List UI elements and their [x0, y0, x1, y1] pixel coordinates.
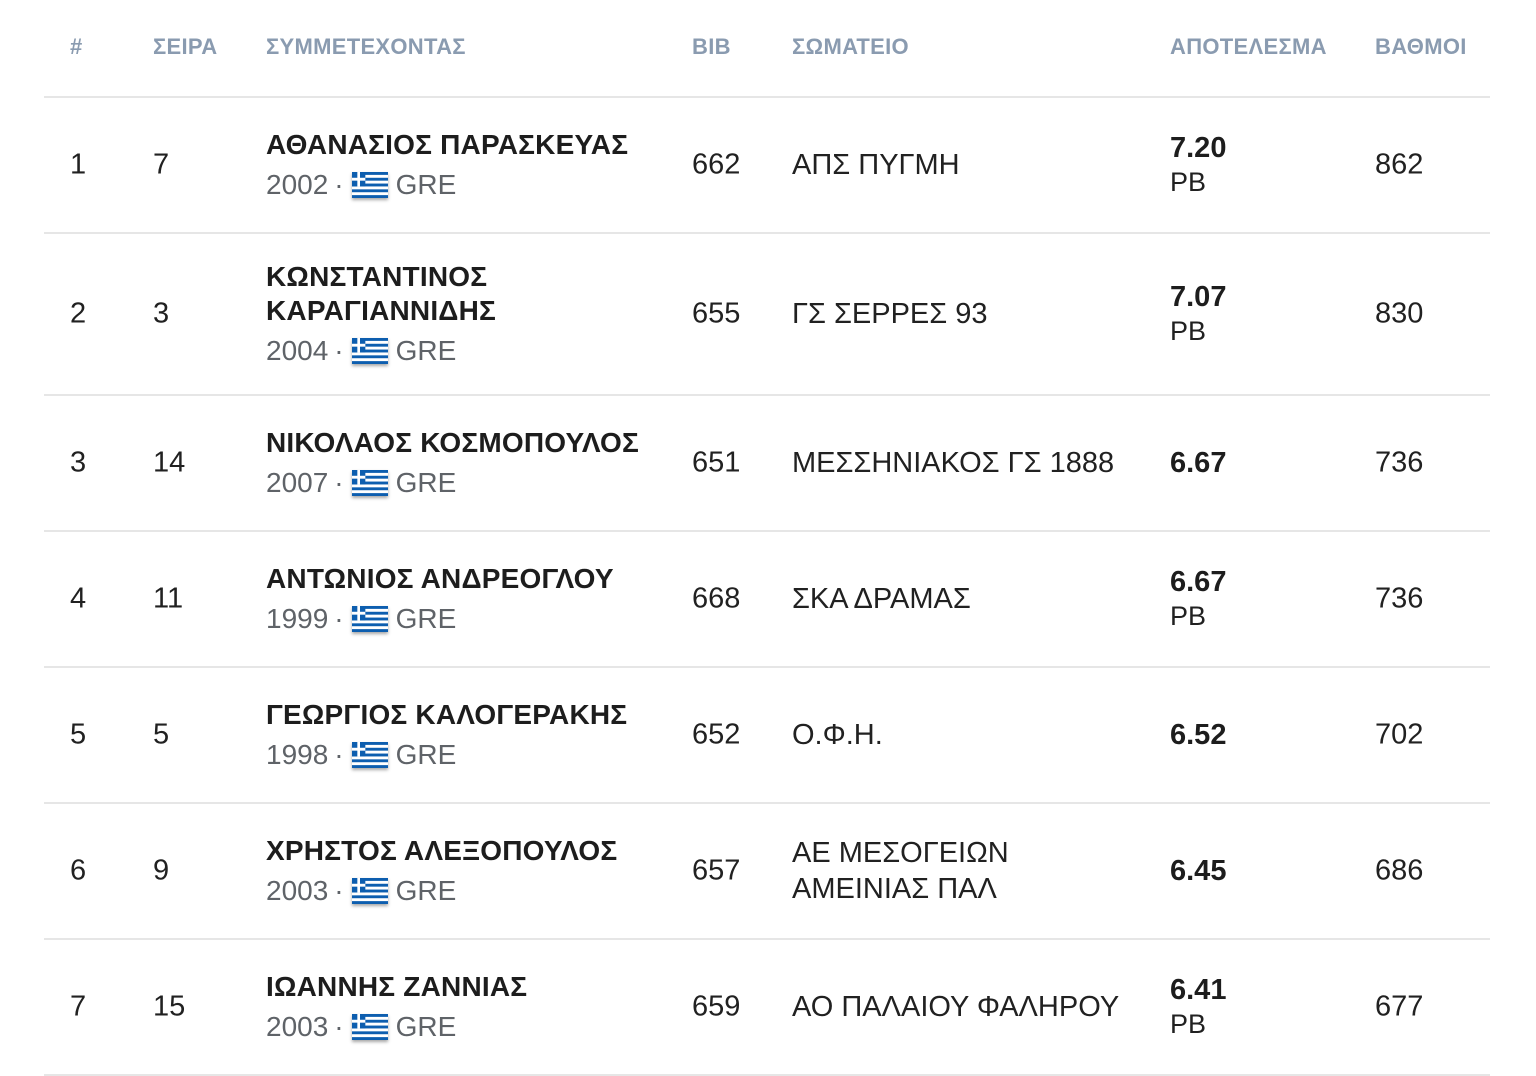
result-value: 6.52 — [1170, 719, 1227, 751]
table-header — [44, 0, 1490, 98]
country-code: GRE — [395, 875, 457, 906]
club-cell: Ο.Φ.Η. — [792, 719, 883, 751]
result-cell — [1170, 131, 1226, 199]
bib-cell: 652 — [692, 718, 741, 751]
points-cell: 736 — [1375, 582, 1424, 615]
table-row[interactable] — [44, 396, 1490, 532]
athlete-meta — [266, 602, 666, 636]
result-value: 6.67 — [1170, 447, 1227, 479]
athlete-name[interactable]: ΝΙΚΟΛΑΟΣ ΚΟΣΜΟΠΟΥΛΟΣ — [266, 427, 639, 458]
result-cell — [1170, 854, 1226, 888]
country-code: GRE — [395, 169, 457, 200]
birth-year: 2002 — [266, 169, 329, 200]
birth-year: 1999 — [266, 603, 329, 634]
greece-flag-icon — [352, 1014, 388, 1040]
country-code: GRE — [395, 467, 457, 498]
header-result[interactable]: ΑΠΟΤΕΛΕΣΜΑ — [1170, 34, 1327, 59]
rank-cell: 4 — [70, 582, 87, 615]
birth-year: 2003 — [266, 1011, 329, 1042]
athlete-cell — [266, 970, 666, 1044]
result-value: 6.67 — [1170, 566, 1227, 598]
greece-flag-icon — [352, 338, 388, 364]
athlete-cell — [266, 698, 666, 772]
table-row[interactable] — [44, 940, 1490, 1076]
result-value: 7.07 — [1170, 281, 1227, 313]
greece-flag-icon — [352, 878, 388, 904]
points-cell: 686 — [1375, 854, 1424, 887]
rank-cell: 3 — [70, 446, 87, 479]
points-cell: 677 — [1375, 990, 1424, 1023]
personal-best-badge: PB — [1170, 1009, 1207, 1039]
lane-cell: 11 — [153, 582, 184, 615]
rank-cell: 7 — [70, 990, 87, 1023]
athlete-name[interactable]: ΙΩΑΝΝΗΣ ΖΑΝΝΙΑΣ — [266, 971, 528, 1002]
athlete-cell — [266, 426, 666, 500]
club-cell: ΑΟ ΠΑΛΑΙΟΥ ΦΑΛΗΡΟΥ — [792, 991, 1120, 1023]
club-cell: ΑΠΣ ΠΥΓΜΗ — [792, 149, 960, 181]
bib-cell: 659 — [692, 990, 741, 1023]
header-bib[interactable]: BIB — [692, 34, 731, 59]
bib-cell: 651 — [692, 446, 741, 479]
header-club[interactable]: ΣΩΜΑΤΕΙΟ — [792, 34, 909, 59]
result-value: 6.45 — [1170, 855, 1227, 887]
results-table — [44, 0, 1490, 1076]
meta-separator: · — [334, 169, 344, 200]
table-row[interactable] — [44, 804, 1490, 940]
lane-cell: 3 — [153, 297, 170, 330]
meta-separator: · — [334, 335, 344, 366]
points-cell: 862 — [1375, 148, 1424, 181]
rank-cell: 6 — [70, 854, 87, 887]
table-row[interactable] — [44, 668, 1490, 804]
table-row[interactable] — [44, 532, 1490, 668]
personal-best-badge: PB — [1170, 316, 1207, 346]
athlete-meta — [266, 168, 666, 202]
header-lane[interactable]: ΣΕΙΡΑ — [153, 34, 218, 59]
result-value: 6.41 — [1170, 974, 1227, 1006]
club-cell: ΜΕΣΣΗΝΙΑΚΟΣ ΓΣ 1888 — [792, 447, 1115, 479]
meta-separator: · — [334, 1011, 344, 1042]
country-code: GRE — [395, 335, 457, 366]
result-cell — [1170, 280, 1226, 348]
rank-cell: 2 — [70, 297, 87, 330]
points-cell: 736 — [1375, 446, 1424, 479]
table-row[interactable] — [44, 234, 1490, 396]
greece-flag-icon — [352, 470, 388, 496]
country-code: GRE — [395, 603, 457, 634]
athlete-cell — [266, 128, 666, 202]
athlete-meta — [266, 874, 666, 908]
country-code: GRE — [395, 1011, 457, 1042]
club-cell: ΣΚΑ ΔΡΑΜΑΣ — [792, 583, 971, 615]
meta-separator: · — [334, 603, 344, 634]
athlete-name[interactable]: ΓΕΩΡΓΙΟΣ ΚΑΛΟΓΕΡΑΚΗΣ — [266, 699, 628, 730]
athlete-meta — [266, 738, 666, 772]
meta-separator: · — [334, 739, 344, 770]
bib-cell: 657 — [692, 854, 741, 887]
result-value: 7.20 — [1170, 132, 1227, 164]
athlete-meta — [266, 334, 666, 368]
athlete-name[interactable]: ΑΝΤΩΝΙΟΣ ΑΝΔΡΕΟΓΛΟΥ — [266, 563, 614, 594]
bib-cell: 655 — [692, 297, 741, 330]
result-cell — [1170, 718, 1226, 752]
table-body — [44, 98, 1490, 1076]
personal-best-badge: PB — [1170, 167, 1207, 197]
athlete-meta — [266, 466, 666, 500]
header-athlete[interactable]: ΣΥΜΜΕΤΕΧΟΝΤΑΣ — [266, 34, 466, 59]
result-cell — [1170, 565, 1226, 633]
country-code: GRE — [395, 739, 457, 770]
lane-cell: 15 — [153, 990, 186, 1023]
table-row[interactable] — [44, 98, 1490, 234]
athlete-name[interactable]: ΧΡΗΣΤΟΣ ΑΛΕΞΟΠΟΥΛΟΣ — [266, 835, 618, 866]
bib-cell: 662 — [692, 148, 741, 181]
points-cell: 830 — [1375, 297, 1424, 330]
athlete-name[interactable]: ΚΩΝΣΤΑΝΤΙΝΟΣ ΚΑΡΑΓΙΑΝΝΙΔΗΣ — [266, 261, 497, 326]
bib-cell: 668 — [692, 582, 741, 615]
athlete-cell — [266, 834, 666, 908]
athlete-meta — [266, 1010, 666, 1044]
personal-best-badge: PB — [1170, 601, 1207, 631]
greece-flag-icon — [352, 172, 388, 198]
header-points[interactable]: ΒΑΘΜΟΙ — [1375, 34, 1467, 59]
birth-year: 2003 — [266, 875, 329, 906]
lane-cell: 14 — [153, 446, 186, 479]
meta-separator: · — [334, 875, 344, 906]
rank-cell: 1 — [70, 148, 87, 181]
lane-cell: 5 — [153, 718, 170, 751]
club-cell: ΑΕ ΜΕΣΟΓΕΙΩΝ ΑΜΕΙΝΙΑΣ ΠΑΛ — [792, 837, 1009, 905]
greece-flag-icon — [352, 606, 388, 632]
lane-cell: 7 — [153, 148, 170, 181]
meta-separator: · — [334, 467, 344, 498]
athlete-cell — [266, 562, 666, 636]
birth-year: 2004 — [266, 335, 329, 366]
athlete-name[interactable]: ΑΘΑΝΑΣΙΟΣ ΠΑΡΑΣΚΕΥΑΣ — [266, 129, 629, 160]
birth-year: 1998 — [266, 739, 329, 770]
header-rank[interactable]: # — [70, 34, 83, 59]
greece-flag-icon — [352, 742, 388, 768]
athlete-cell — [266, 260, 666, 368]
club-cell: ΓΣ ΣΕΡΡΕΣ 93 — [792, 298, 988, 330]
rank-cell: 5 — [70, 718, 87, 751]
points-cell: 702 — [1375, 718, 1424, 751]
result-cell — [1170, 446, 1226, 480]
result-cell — [1170, 973, 1226, 1041]
lane-cell: 9 — [153, 854, 170, 887]
birth-year: 2007 — [266, 467, 329, 498]
